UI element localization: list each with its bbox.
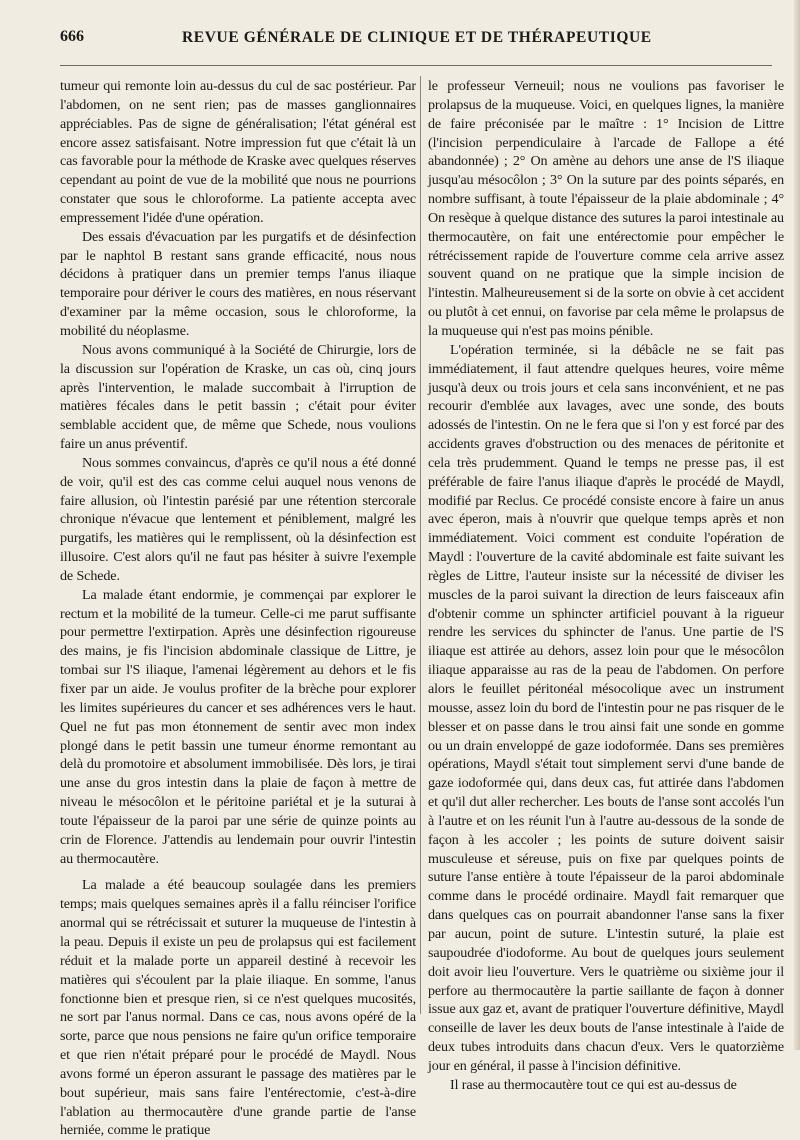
left-column (60, 77, 416, 1140)
running-title: REVUE GÉNÉRALE DE CLINIQUE ET DE THÉRAPEUTIQUE (182, 29, 652, 46)
paragraph: L'opération terminée, si la débâcle ne se fait pas immédiatement, il faut attendre quelques heures, voire même jusqu'à deux ou trois jours et cela sans inconvénient, et ne pas recourir d'emblée aux lavages, avec une sonde, des bouts adossés de l'intestin. On ne le fera que si l'on y est forcé par des accidents graves d'obstruction ou des menaces de péritonite et cela très prudemment. Quand le temps ne presse pas, il est préférable de faire l'anus iliaque d'après le procédé de Maydl, modifié par Reclus. Ce procédé consiste encore à faire un anus avec éperon, mais à n'ouvrir que quelque temps après et non immédiatement. Voici comment est conduite l'opération de Maydl : l'ouverture de la cavité abdominale est faite suivant les règles de Littre, l'auteur insiste sur la nécessité de diviser les muscles de la paroi suivant la direction de leurs faisceaux afin d'obtenir comme un sphincter artificiel pouvant à la rigueur rendre les services du sphincter de l'anus. Une partie de l'S iliaque est attirée au dehors, assez loin pour que le mésocôlon iliaque apparaisse au ras de la peau de l'abdomen. On perfore alors le feuillet péritonéal mésocolique avec un instrument mousse, assez loin du bord de l'intestin pour ne pas risquer de le blesser et on passe dans le trou ainsi fait une sonde en gomme ou un drain enveloppé de gaze iodoformée. Dans ses premières opérations, Maydl s'était tout simplement servi d'une bande de gaze iodoformée qui, dans deux cas, fut attirée dans l'abdomen et qu'il dut aller rechercher. Les bouts de l'anse sont accolés l'un à l'autre et on les réunit l'un à l'autre au-dessous de la sonde de façon à les accoler ; les points de suture doivent saisir musculeuse et séreuse, puis on fixe par quelques points de suture l'anse entière à toute l'épaisseur de la paroi abdominale comme dans le procédé ordinaire. Maydl fait remarquer que dans quelques cas on pourrait abandonner l'anse sans la fixer par aucun, point de suture. L'intestin suturé, la plaie est saupoudrée d'iodoforme. Au bout de quelques jours seulement doit avoir lieu l'ouverture. Vers le quatrième ou sixième jour il perfore au thermocautère la partie saillante de façon à donner issue aux gaz et, avant de pratiquer l'ouverture définitive, Maydl conseille de laver les deux bouts de l'anse intestinale à l'aide de deux tubes introduits dans chacun d'eux. Vers le quatorzième jour en général, il passe à l'incision définitive. (428, 341, 784, 1074)
page-number: 666 (60, 28, 84, 45)
paragraph: Il rase au thermocautère tout ce qui est au-dessus de (450, 1076, 737, 1093)
header-rule (60, 65, 772, 66)
paragraph: Nous sommes convaincus, d'après ce qu'il nous a été donné de voir, qu'il est des cas comme celui auquel nous venons de faire allusion, où l'intestin parésié par une rétention stercorale chronique n'évacue que lentement et péniblement, malgré les purgatifs, les matières qui le remplissent, où la désinfection est illusoire. C'est alors qu'il ne faut pas hésiter à suivre l'exemple de Schede. (60, 454, 416, 584)
column-divider (420, 76, 421, 1014)
paragraph: La malade a été beaucoup soulagée dans les premiers temps; mais quelques semaines après il a fallu réinciser l'orifice anormal qui se rétrécissait et suturer la muqueuse de l'intestin à la peau. Depuis il existe un peu de prolapsus qui est facilement réduit et la malade porte un appareil destiné à recevoir les matières qui s'écoulent par la plaie iliaque. En somme, l'anus fonctionne bien et presque rien, si ce n'est quelques mucosités, ne sort par l'anus normal. Dans ce cas, nous avons opéré de la sorte, parce que nous pensions ne faire qu'un orifice temporaire et que rien n'était préparé pour le procédé de Maydl. Nous avons formé un éperon assurant le passage des matières par le bout supérieur, mais sans faire l'entérectomie, c'est-à-dire l'ablation au thermocautère d'une grande partie de l'anse herniée, comme le pratique (60, 877, 416, 1139)
paragraph: tumeur qui remonte loin au-dessus du cul de sac postérieur. Par l'abdomen, on ne sent rien; pas de masses ganglionnaires appréciables. Pas de signe de généralisation; l'état général est encore assez satisfaisant. Notre impression fut que c'était là un cas favorable pour la méthode de Kraske avec quelques réserves cependant au point de vue de la mobilité que nous ne pourrions constater que sous le chloroforme. La patiente accepta avec empressement l'idée d'une opération. (60, 78, 416, 226)
paragraph: Nous avons communiqué à la Société de Chirurgie, lors de la discussion sur l'opération de Kraske, un cas où, cinq jours après l'intervention, le malade succombait à l'irruption de matières fécales dans le petit bassin ; c'était pour éviter semblable accident que, de même que Schede, nous voulions faire un anus préventif. (60, 341, 416, 453)
page-header (60, 28, 772, 52)
paragraph: le professeur Verneuil; nous ne voulions pas favoriser le prolapsus de la muqueuse. Voici, en quelques lignes, la manière de faire préconisée par le maître : 1° Incision de Littre (l'incision perpendiculaire à l'arcade de Fallope a été abandonnée) ; 2° On amène au dehors une anse de l'S iliaque jusqu'au mésocôlon ; 3° On la suture par des points séparés, en nombre suffisant, à toute l'épaisseur de la plaie abdominale ; 4° On resèque à quelque distance des sutures la paroi intestinale au thermocautère, on fait une entérectomie pour empêcher le rétrécissement rapide de l'ouverture comme cela arrive assez souvent quand on ne pratique que la simple incision de l'intestin. Malheureusement si de la sorte on obvie à cet accident ou plutôt à cet ennui, on favorise par cela même le prolapsus de la muqueuse qui n'est pas moins pénible. (428, 78, 784, 339)
page-edge-shadow (794, 0, 800, 1050)
right-column (428, 77, 784, 1095)
paragraph: Des essais d'évacuation par les purgatifs et de désinfection par le naphtol B restant sans grande efficacité, nous nous décidons à pratiquer dans un premier temps l'anus iliaque temporaire pour dériver le cours des matières, en nous réservant d'examiner par la même occasion, sous le chloroforme, la mobilité du néoplasme. (60, 228, 416, 339)
paragraph: La malade étant endormie, je commençai par explorer le rectum et la mobilité de la tumeur. Celle-ci me parut suffisante pour permettre l'extirpation. Après une désinfection rigoureuse des mains, je fis l'incision abdominale classique de Littre, je tombai sur l'S iliaque, l'amenai légèrement au dehors et le fis fixer par un aide. Je voulus profiter de la brèche pour explorer les limites supérieures du cancer et ses adhérences vers le haut. Quel ne fut pas mon étonnement de sentir avec mon index plongé dans le petit bassin une tumeur énorme remontant au delà du promotoire et absolument immobilisée. Dès lors, je tirai une anse du gros intestin dans la plaie de façon à mettre de niveau le mésocôlon et le péritoine pariétal et je la suturai à toute l'épaisseur de la paroi par une série de quinze points au crin de Florence. J'attendis au lendemain pour ouvrir l'intestin au thermocautère. (60, 586, 416, 867)
